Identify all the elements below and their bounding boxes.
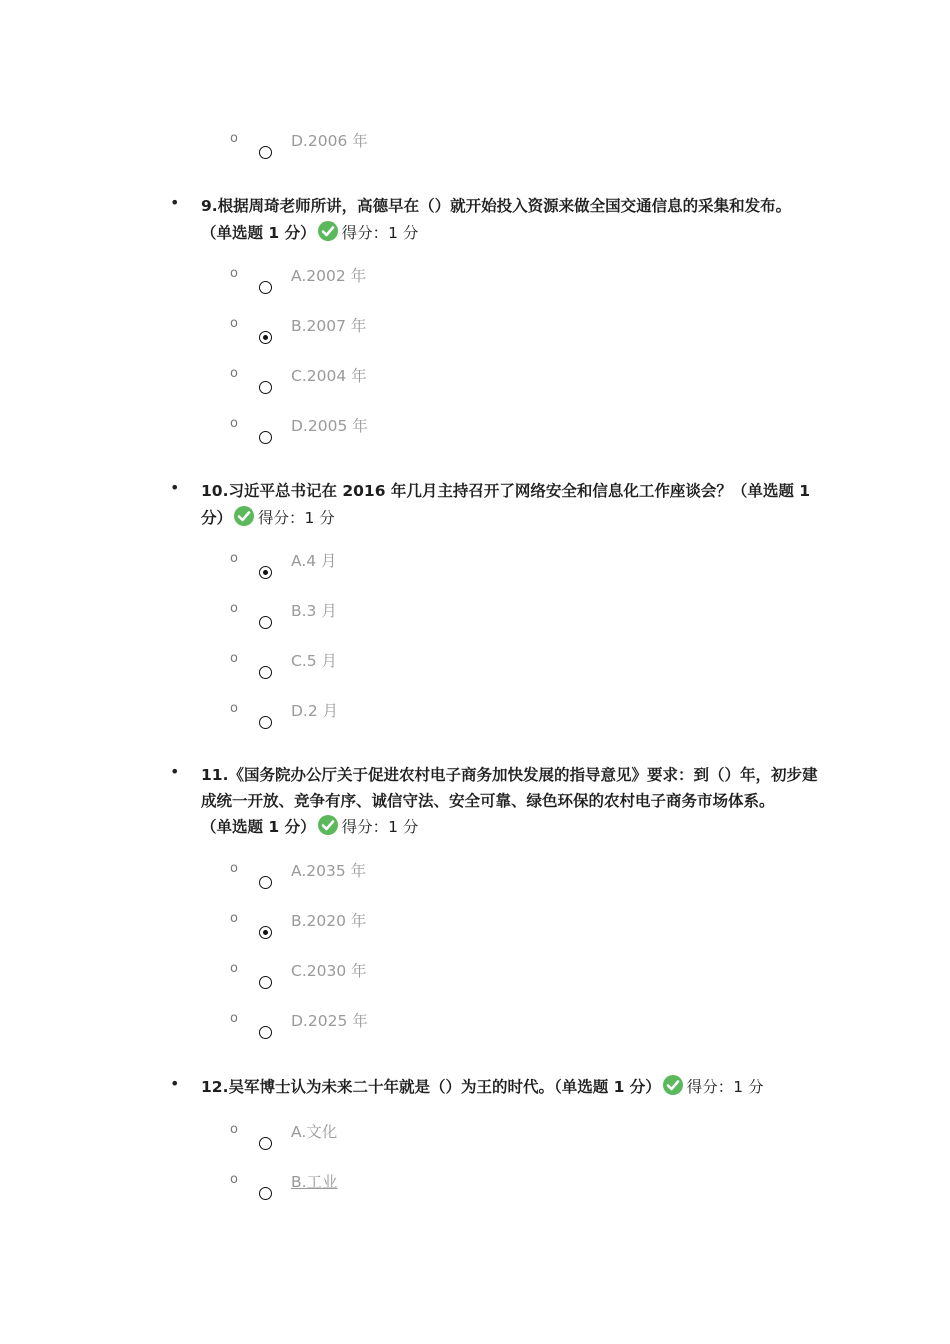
option-label: D.2005 年 [291, 417, 368, 435]
radio-button[interactable] [259, 716, 272, 729]
option-q12-b[interactable] [0, 1170, 950, 1210]
option-q11-b[interactable] [0, 909, 950, 949]
option-label: A.2002 年 [291, 267, 367, 285]
question-stem: 12.吴军博士认为未来二十年就是（）为王的时代。 [201, 1078, 554, 1096]
option-label: D.2 月 [291, 702, 339, 720]
radio-button[interactable] [259, 431, 272, 444]
list-marker: o [230, 911, 238, 926]
score-text: 得分：1 分 [686, 1078, 764, 1096]
option-q10-a[interactable] [0, 549, 950, 589]
check-circle-icon [234, 506, 254, 526]
question-stem: 9.根据周琦老师所讲，高德早在（）就开始投入资源来做全国交通信息的采集和发布。 [201, 197, 792, 215]
question-text [201, 193, 826, 247]
list-marker: o [230, 701, 238, 716]
option-label: D.2006 年 [291, 132, 368, 150]
question-stem: 10.习近平总书记在 2016 年几月主持召开了网络安全和信息化工作座谈会？ [201, 482, 732, 500]
score-text: 得分：1 分 [341, 818, 419, 836]
radio-button-selected[interactable] [259, 926, 272, 939]
question-type: （单选题 1 分） [201, 224, 316, 242]
bullet: • [170, 1074, 180, 1093]
list-marker: o [230, 651, 238, 666]
option-label: B.工业 [291, 1173, 338, 1191]
question-type: （单选题 1 分） [553, 1078, 661, 1096]
list-marker: o [230, 1122, 238, 1137]
list-marker: o [230, 416, 238, 431]
option-label: D.2025 年 [291, 1012, 368, 1030]
radio-button[interactable] [259, 976, 272, 989]
option-q10-d[interactable] [0, 699, 950, 739]
score-text: 得分：1 分 [341, 224, 419, 242]
option-q11-c[interactable] [0, 959, 950, 999]
option-label: B.2020 年 [291, 912, 367, 930]
option-label: C.2030 年 [291, 962, 367, 980]
radio-button[interactable] [259, 1187, 272, 1200]
radio-button[interactable] [259, 281, 272, 294]
score-text: 得分：1 分 [258, 509, 335, 527]
list-marker: o [230, 961, 238, 976]
radio-button[interactable] [259, 381, 272, 394]
option-q8-d[interactable] [0, 129, 950, 169]
list-marker: o [230, 366, 238, 381]
option-q9-c[interactable] [0, 364, 950, 404]
question-text [201, 1074, 841, 1101]
option-q10-c[interactable] [0, 649, 950, 689]
radio-button[interactable] [259, 616, 272, 629]
bullet: • [170, 193, 180, 212]
bullet: • [170, 478, 180, 497]
bullet: • [170, 762, 180, 781]
radio-button-selected[interactable] [259, 566, 272, 579]
list-marker: o [230, 861, 238, 876]
list-marker: o [230, 266, 238, 281]
check-circle-icon [318, 221, 338, 241]
question-type: （单选题 1 分） [201, 482, 811, 527]
option-label: B.2007 年 [291, 317, 367, 335]
list-marker: o [230, 551, 238, 566]
option-q12-a[interactable] [0, 1120, 950, 1160]
option-q11-d[interactable] [0, 1009, 950, 1049]
option-label: A.4 月 [291, 552, 337, 570]
radio-button[interactable] [259, 146, 272, 159]
radio-button-selected[interactable] [259, 331, 272, 344]
option-label: A.2035 年 [291, 862, 367, 880]
option-label: C.2004 年 [291, 367, 367, 385]
question-text [201, 762, 826, 840]
option-q10-b[interactable] [0, 599, 950, 639]
check-circle-icon [663, 1075, 683, 1095]
list-marker: o [230, 1011, 238, 1026]
list-marker: o [230, 601, 238, 616]
check-circle-icon [318, 815, 338, 835]
radio-button[interactable] [259, 1137, 272, 1150]
option-q9-a[interactable] [0, 264, 950, 304]
option-q9-d[interactable] [0, 414, 950, 454]
option-label: B.3 月 [291, 602, 337, 620]
list-marker: o [230, 131, 238, 146]
option-q9-b[interactable] [0, 314, 950, 354]
option-label: C.5 月 [291, 652, 338, 670]
option-q11-a[interactable] [0, 859, 950, 899]
question-type: （单选题 1 分） [201, 818, 316, 836]
list-marker: o [230, 1172, 238, 1187]
list-marker: o [230, 316, 238, 331]
radio-button[interactable] [259, 876, 272, 889]
question-text [201, 478, 826, 532]
radio-button[interactable] [259, 666, 272, 679]
option-label: A.文化 [291, 1123, 338, 1141]
radio-button[interactable] [259, 1026, 272, 1039]
question-stem: 11.《国务院办公厅关于促进农村电子商务加快发展的指导意见》要求：到（）年，初步建成统一开放、竞争有序、诚信守法、安全可靠、绿色环保的农村电子商务市场体系。 [201, 766, 818, 810]
